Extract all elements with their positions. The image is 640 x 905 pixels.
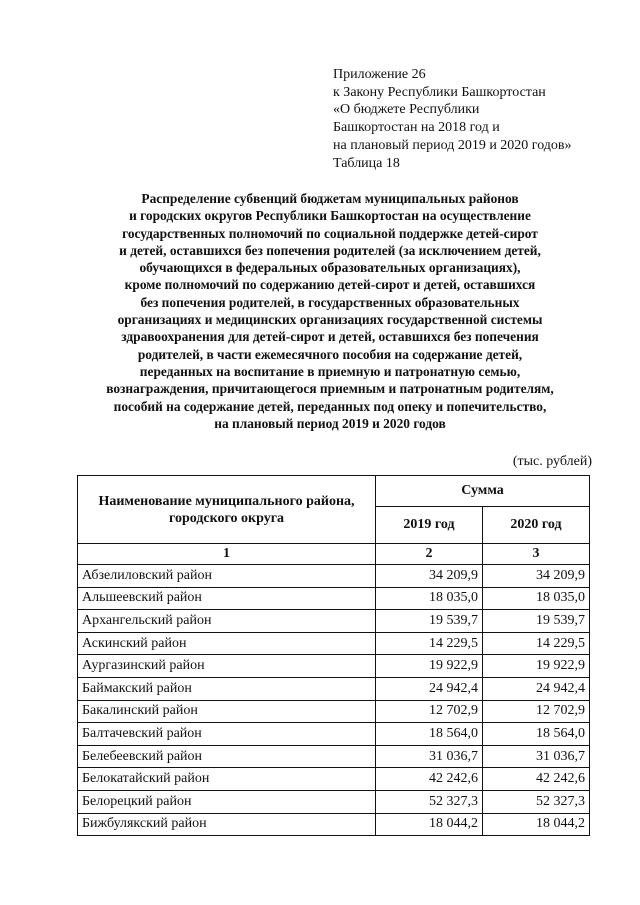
value-2020: 18 044,2 (483, 813, 590, 836)
annex-line: «О бюджете Республики (333, 102, 480, 118)
table-row (78, 632, 590, 655)
header-sum: Сумма (376, 476, 590, 507)
table-row (78, 723, 590, 746)
table-row (78, 700, 590, 723)
annex-line: Башкортостан на 2018 год и (333, 120, 500, 136)
units-label: (тыс. рублей) (512, 454, 592, 469)
title-line: Распределение субвенций бюджетам муниципальных районов (141, 191, 519, 206)
value-2020: 18 564,0 (483, 723, 590, 746)
annex-header (333, 66, 633, 172)
title-line: государственных полномочий по социальной поддержке детей-сирот (122, 225, 538, 241)
table-row (78, 790, 590, 813)
annex-line: к Закону Республики Башкортостан (333, 84, 546, 100)
district-name: Бакалинский район (78, 700, 376, 723)
value-2019: 31 036,7 (376, 745, 483, 768)
value-2019: 18 035,0 (376, 587, 483, 610)
header-name-line: городского округа (168, 510, 285, 526)
annex-line: Приложение 26 (333, 67, 426, 82)
column-number: 2 (376, 544, 483, 565)
title-line: переданных на воспитание в приемную и патронатную семью, (139, 363, 521, 379)
value-2019: 12 702,9 (376, 700, 483, 723)
value-2019: 24 942,4 (376, 677, 483, 700)
title-line: и городских округов Республики Башкортостан на осуществление (129, 208, 531, 224)
value-2020: 19 539,7 (483, 610, 590, 633)
table-row (78, 610, 590, 633)
district-name: Бижбулякский район (78, 813, 376, 836)
table-row (78, 565, 590, 588)
value-2019: 52 327,3 (376, 790, 483, 813)
column-number: 1 (78, 544, 376, 565)
header-name-line: Наименование муниципального района, (98, 493, 355, 509)
table-row (78, 655, 590, 678)
district-name: Аургазинский район (78, 655, 376, 678)
value-2019: 19 539,7 (376, 610, 483, 633)
title-line: кроме полномочий по содержанию детей-сирот и детей, оставшихся (124, 277, 536, 293)
annex-line: на плановый период 2019 и 2020 годов» (333, 137, 572, 153)
subventions-table (77, 475, 590, 836)
header-2019: 2019 год (376, 507, 483, 544)
value-2019: 14 229,5 (376, 632, 483, 655)
value-2019: 18 564,0 (376, 723, 483, 746)
value-2020: 19 922,9 (483, 655, 590, 678)
value-2020: 14 229,5 (483, 632, 590, 655)
column-number: 3 (483, 544, 590, 565)
district-name: Балтачевский район (78, 723, 376, 746)
value-2019: 34 209,9 (376, 565, 483, 588)
district-name: Архангельский район (78, 610, 376, 633)
value-2019: 18 044,2 (376, 813, 483, 836)
table-row (78, 813, 590, 836)
value-2019: 42 242,6 (376, 768, 483, 791)
value-2020: 24 942,4 (483, 677, 590, 700)
value-2020: 31 036,7 (483, 745, 590, 768)
district-name: Белебеевский район (78, 745, 376, 768)
value-2020: 34 209,9 (483, 565, 590, 588)
district-name: Белорецкий район (78, 790, 376, 813)
title-line: организациях и медицинских организациях государственной системы (117, 312, 543, 328)
value-2020: 12 702,9 (483, 700, 590, 723)
title-line: на плановый период 2019 и 2020 годов (214, 415, 446, 431)
title-line: пособий на содержание детей, переданных под опеку и попечительство, (113, 398, 547, 414)
value-2019: 19 922,9 (376, 655, 483, 678)
title-line: обучающихся в федеральных образовательных организациях), (139, 260, 521, 276)
value-2020: 18 035,0 (483, 587, 590, 610)
annex-line: Таблица 18 (333, 155, 400, 171)
title-line: здравоохранения для детей-сирот и детей, оставшихся без попечения (121, 329, 539, 345)
title-line: без попечения родителей, в государственных образовательных (140, 294, 520, 310)
title-line: вознаграждения, причитающегося приемным и патронатным родителям, (106, 381, 554, 397)
header-name (78, 476, 376, 544)
title-line: родителей, в части ежемесячного пособия на содержание детей, (137, 346, 523, 362)
table-row (78, 768, 590, 791)
table-row (78, 587, 590, 610)
district-name: Аскинский район (78, 632, 376, 655)
district-name: Белокатайский район (78, 768, 376, 791)
district-name: Абзелиловский район (78, 565, 376, 588)
value-2020: 52 327,3 (483, 790, 590, 813)
table-row (78, 677, 590, 700)
document-title (60, 190, 600, 432)
district-name: Баймакский район (78, 677, 376, 700)
header-2020: 2020 год (483, 507, 590, 544)
table-row (78, 745, 590, 768)
value-2020: 42 242,6 (483, 768, 590, 791)
district-name: Альшеевский район (78, 587, 376, 610)
title-line: и детей, оставшихся без попечения родителей (за исключением детей, (119, 242, 541, 258)
